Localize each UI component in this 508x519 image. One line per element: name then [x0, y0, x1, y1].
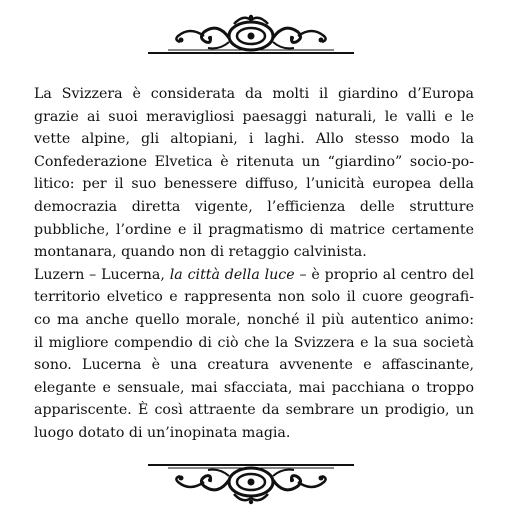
text-line: La Svizzera è considerata da molti il giardino d’Europa — [34, 86, 474, 102]
text-line: grazie ai suoi meravigliosi paesaggi naturali, le valli e le — [34, 108, 474, 125]
text-segment: Luzern – Lucerna, — [34, 266, 170, 283]
text-line: Confederazione Elvetica è ritenuta un “giardino” socio-po- — [34, 153, 474, 170]
text-line: vette alpine, gli altopiani, i laghi. Allo stesso modo la — [34, 131, 474, 148]
top-ornament-icon — [148, 12, 354, 56]
text-line: luogo dotato di un’inopinata magia. — [34, 424, 291, 441]
text-line: elegante e sensuale, mai sfacciata, mai pacchiana o troppo — [34, 379, 474, 396]
text-line: territorio elvetico e rappresenta non solo il cuore geografi- — [34, 289, 474, 306]
text-line: montanara, quando non di retaggio calvinista. — [34, 244, 367, 261]
text-line: sono. Lucerna è una creatura avvenente e affascinante, — [34, 357, 474, 374]
bottom-ornament-icon — [148, 462, 354, 506]
text-line: co ma anche quello morale, nonché il più autentico animo: — [34, 311, 474, 328]
text-line: democrazia diretta vigente, l’efficienza delle strutture — [34, 198, 474, 215]
text-segment: – è proprio al centro del — [294, 266, 474, 283]
text-line: pubbliche, l’ordine e il pragmatismo di matrice certamente — [34, 221, 474, 238]
body-text — [34, 83, 474, 445]
text-line: il migliore compendio di ciò che la Svizzera e la sua società — [34, 334, 474, 351]
text-line: appariscente. È così attraente da sembrare un prodigio, un — [34, 402, 474, 419]
text-line: litico: per il suo benessere diffuso, l’unicità europea della — [34, 176, 474, 193]
italic-phrase: la città della luce — [169, 266, 295, 283]
text-line-with-italic — [34, 264, 474, 287]
